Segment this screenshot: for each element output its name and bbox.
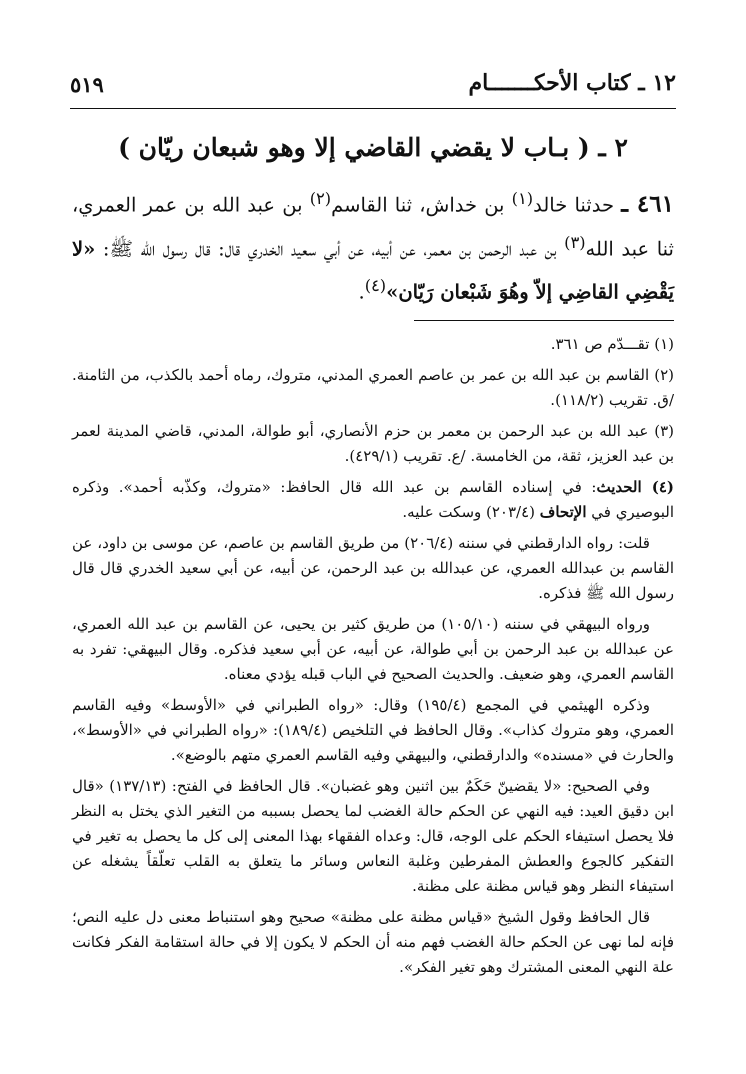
footnote-ref[interactable]: (١) — [511, 189, 534, 208]
footnote-4-end: (٢٠٣/٤) وسكت عليه. — [402, 503, 540, 521]
footnote-paragraph: قال الحافظ وقول الشيخ «قياس مظنة على مظنة» صحيح وهو استنباط معنى دل عليه النص؛ فإنه لما نهى عن الحكم حالة الغضب فهم منه أن الحكم لا يكون إلا في حالة استقامة الفكر فكانت علة النهي المعنى المشترك وهو تغير الفكر». — [72, 908, 674, 976]
chapter-heading: ٢ ـ ( بـاب لا يقضي القاضي إلا وهو شبعان ريّان ) — [118, 133, 628, 162]
footnote-paragraph: قلت: رواه الدارقطني في سننه (٢٠٦/٤) من طريق القاسم بن عاصم، عن موسى بن داود، عن القاسم بن عبدالله العمري، عن عبدالله بن عبد الرحمن، عن أبيه، عن أبي سعيد الخدري قال قال رسول الله ﷺ فذكره. — [72, 534, 674, 602]
footnote-ref[interactable]: (٣) — [564, 232, 586, 252]
hadith-end: . — [358, 280, 365, 304]
footnote-paragraph: وفي الصحيح: «لا يقضينّ حَكَمٌ بين اثنين وهو غضبان». قال الحافظ في الفتح: (١٣٧/١٣) «قال ابن دقيق العيد: فيه النهي عن الحكم حالة الغضب لما يحصل بسببه من التغير الذي يختل به النظر فلا يحصل استيفاء الحكم على الوجه، قال: وعداه الفقهاء بهذا المعنى إلى كل ما يحصل به تغير في التفكير كالجوع والعطش المفرطين وغلبة النعاس وسائر ما يتعلق به القلب تعلّقاً يشغله عن استيفاء النظر وهو قياس مظنة على مظنة. — [72, 777, 674, 895]
footnote-4-text: : في إسناده القاسم بن عبد الله قال الحافظ: «متروك، وكذّبه أحمد». وذكره البوصيري في — [72, 478, 674, 521]
footnote-3: (٣) عبد الله بن عبد الرحمن بن معمر بن حزم الأنصاري، أبو طوالة، المدني، قاضي المدينة لعمر بن عبد العزيز، ثقة، من الخامسة. /ع. تقريب (٤٢٩/١). — [72, 422, 674, 465]
footnote-4-label: (٤) الحديث — [596, 478, 674, 496]
hadith-text-part: بن عبد الرحمن بن معمر، عن أبيه، عن أبي سعيد الخدري قال: قال رسول الله ﷺ: — [95, 237, 565, 260]
footnote-separator — [414, 320, 674, 321]
footnote-paragraph: وذكره الهيثمي في المجمع (١٩٥/٤) وقال: «رواه الطبراني في «الأوسط» وفيه القاسم العمري، وهو متروك كذاب». وقال الحافظ في التلخيص (١٨٩/٤): «رواه الطبراني في «الأوسط»، والحارث في «مسنده» والدارقطني، والبيهقي وفيه القاسم العمري متهم بالوضع». — [72, 696, 674, 764]
header-rule — [70, 108, 676, 109]
footnote-paragraph: ورواه البيهقي في سننه (١٠٥/١٠) من طريق كثير بن يحيى، عن القاسم بن عبد الله العمري، عن عبدالله بن عبد الرحمن بن أبي طوالة، عن أبيه، عن أبي سعيد فذكره. وقال البيهقي: تفرد به القاسم العمري، وهو ضعيف. والحديث الصحيح في الباب قبله يؤدي معناه. — [72, 615, 674, 683]
footnote-1: (١) تقـــدّم ص ٣٦١. — [550, 335, 674, 353]
footnote-4 — [72, 475, 674, 525]
footnote-4-source: الإتحاف — [539, 503, 587, 521]
hadith-text — [72, 180, 674, 311]
footnote-ref[interactable]: (٤) — [364, 276, 387, 295]
hadith-matn: «لا يَقْضِي القاضِي إلاّ وهُوَ شَبْعان رَيّان» — [72, 237, 674, 304]
page-number: ٥١٩ — [70, 72, 104, 97]
footnote-ref[interactable]: (٢) — [309, 189, 332, 208]
hadith-text-part: بن خداش، ثنا القاسم — [331, 193, 512, 217]
running-head — [70, 70, 676, 104]
footnotes — [72, 332, 674, 986]
hadith-text-part: بن عبد الله بن عمر العمري، ثنا عبد الله — [72, 193, 674, 260]
book-title: ١٢ ـ كتاب الأحكـــــــام — [468, 70, 676, 96]
hadith-number: ٤٦١ ـ — [621, 190, 674, 218]
hadith-text-part: حدثنا خالد — [533, 193, 614, 217]
footnote-2: (٢) القاسم بن عبد الله بن عمر بن عاصم العمري المدني، متروك، رماه أحمد بالكذب، من الثامنة. /ق. تقريب (١١٨/٢). — [72, 366, 674, 409]
